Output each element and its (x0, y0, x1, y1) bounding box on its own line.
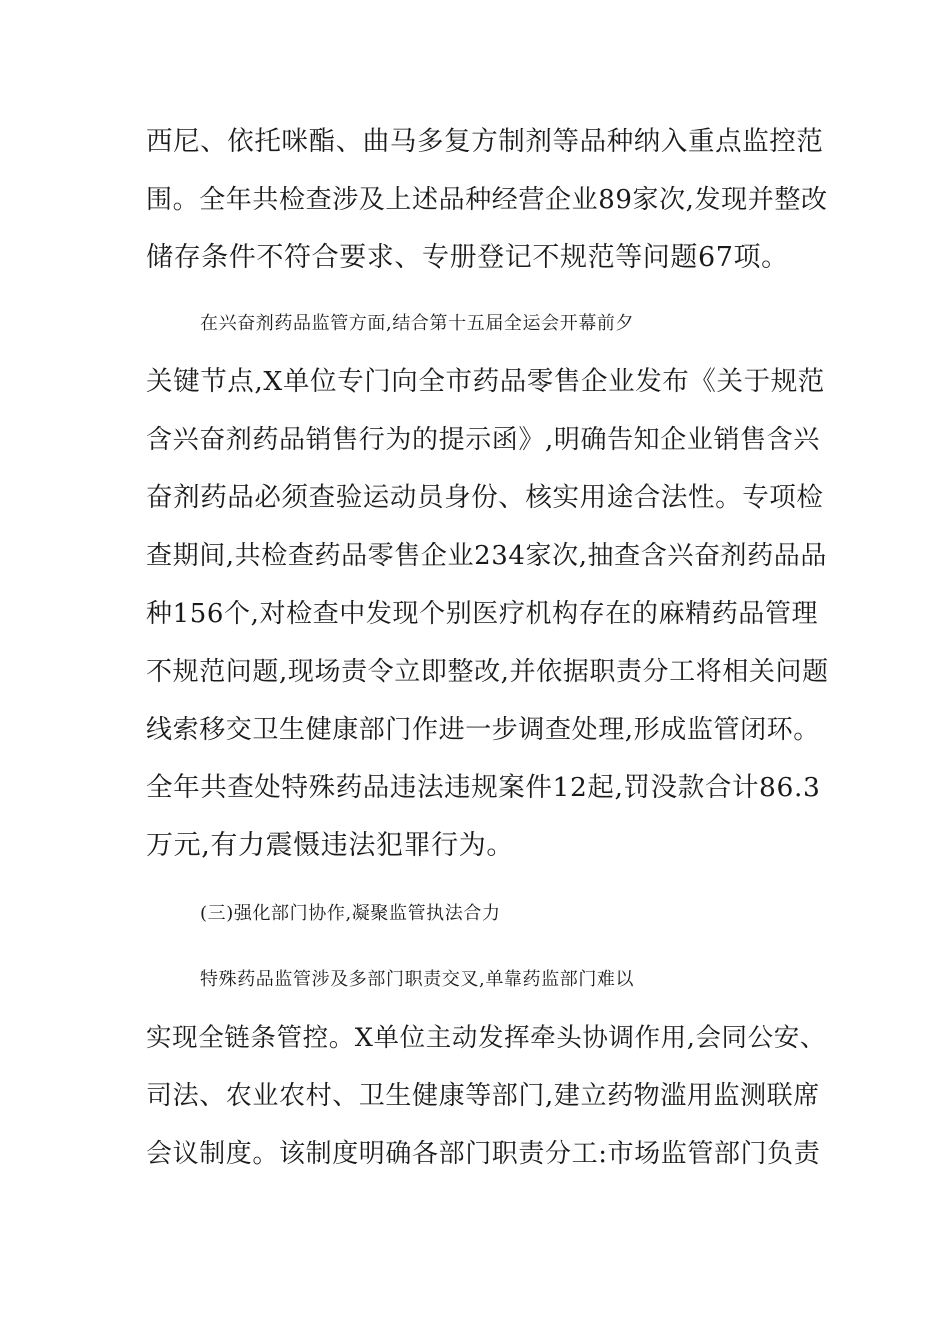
text-line: 实现全链条管控。X单位主动发挥牵头协调作用,会同公安、 (146, 1023, 826, 1053)
text-line: 西尼、依托咪酯、曲马多复方制剂等品种纳入重点监控范 (146, 126, 824, 157)
text-line: 不规范问题,现场责令立即整改,并依据职责分工将相关问题 (146, 657, 829, 687)
text-line: 司法、农业农村、卫生健康等部门,建立药物滥用监测联席 (146, 1081, 820, 1111)
text-line: 线索移交卫生健康部门作进一步调查处理,形成监管闭环。 (146, 715, 820, 745)
text-line: 关键节点,X单位专门向全市药品零售企业发布《关于规范 (146, 366, 825, 397)
text-line: 储存条件不符合要求、专册登记不规范等问题67项。 (146, 242, 789, 273)
paragraph-start-line: 特殊药品监管涉及多部门职责交叉,单靠药监部门难以 (200, 969, 635, 990)
text-line: 会议制度。该制度明确各部门职责分工:市场监管部门负责 (146, 1139, 821, 1169)
paragraph-start-line: 在兴奋剂药品监管方面,结合第十五届全运会开幕前夕 (200, 313, 635, 334)
section-heading: (三)强化部门协作,凝聚监管执法合力 (200, 903, 501, 924)
text-line: 围。全年共检查涉及上述品种经营企业89家次,发现并整改 (146, 185, 828, 215)
text-line: 含兴奋剂药品销售行为的提示函》,明确告知企业销售含兴 (146, 425, 820, 455)
text-line: 万元,有力震慑违法犯罪行为。 (146, 830, 514, 861)
text-line: 奋剂药品必须查验运动员身份、核实用途合法性。专项检 (146, 482, 824, 513)
text-line: 全年共查处特殊药品违法违规案件12起,罚没款合计86.3 (146, 772, 821, 803)
text-line: 查期间,共检查药品零售企业234家次,抽查含兴奋剂药品品 (146, 541, 827, 571)
text-line: 种156个,对检查中发现个别医疗机构存在的麻精药品管理 (146, 599, 819, 629)
